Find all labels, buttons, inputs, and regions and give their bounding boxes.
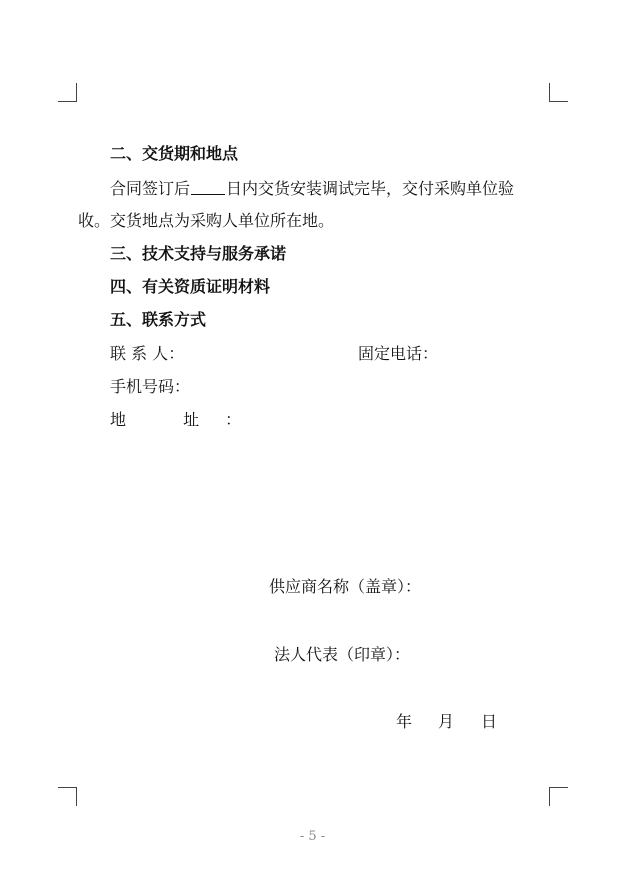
contact-person-label-text: 联 系 人 (110, 344, 169, 363)
crop-mark-top-right (549, 83, 568, 102)
legal-representative-label: 法人代表（印章）： (274, 645, 411, 664)
address-label-text: 地 址 (110, 410, 226, 429)
date-day: 日 (481, 712, 498, 731)
delivery-text-line-1 (110, 178, 514, 199)
delivery-heading: 二、交货期和地点 (110, 144, 239, 163)
contact-person-label (110, 344, 184, 364)
mobile-label: 手机号码： (110, 377, 191, 396)
delivery-text-line-2: 收。交货地点为采购人单位所在地。 (78, 211, 335, 230)
delivery-text-1a: 合同签订后 (110, 179, 191, 198)
crop-mark-bottom-left (58, 787, 77, 806)
address-label (110, 410, 241, 430)
page-number: - 5 - (299, 829, 326, 844)
delivery-days-blank (191, 178, 225, 195)
delivery-text-1b: 日内交货安装调试完毕，交付采购单位验 (226, 179, 515, 198)
phone-label: 固定电话： (358, 344, 439, 363)
crop-mark-bottom-right (549, 787, 568, 806)
date-year: 年 (396, 712, 413, 731)
address-colon: ： (225, 410, 242, 429)
qualification-heading: 四、有关资质证明材料 (110, 277, 271, 296)
supplier-name-label: 供应商名称（盖章）： (269, 577, 422, 596)
contact-person-colon: ： (168, 344, 185, 363)
crop-mark-top-left (58, 83, 77, 102)
contact-heading: 五、联系方式 (110, 310, 207, 329)
date-month: 月 (438, 712, 455, 731)
support-heading: 三、技术支持与服务承诺 (110, 244, 287, 263)
